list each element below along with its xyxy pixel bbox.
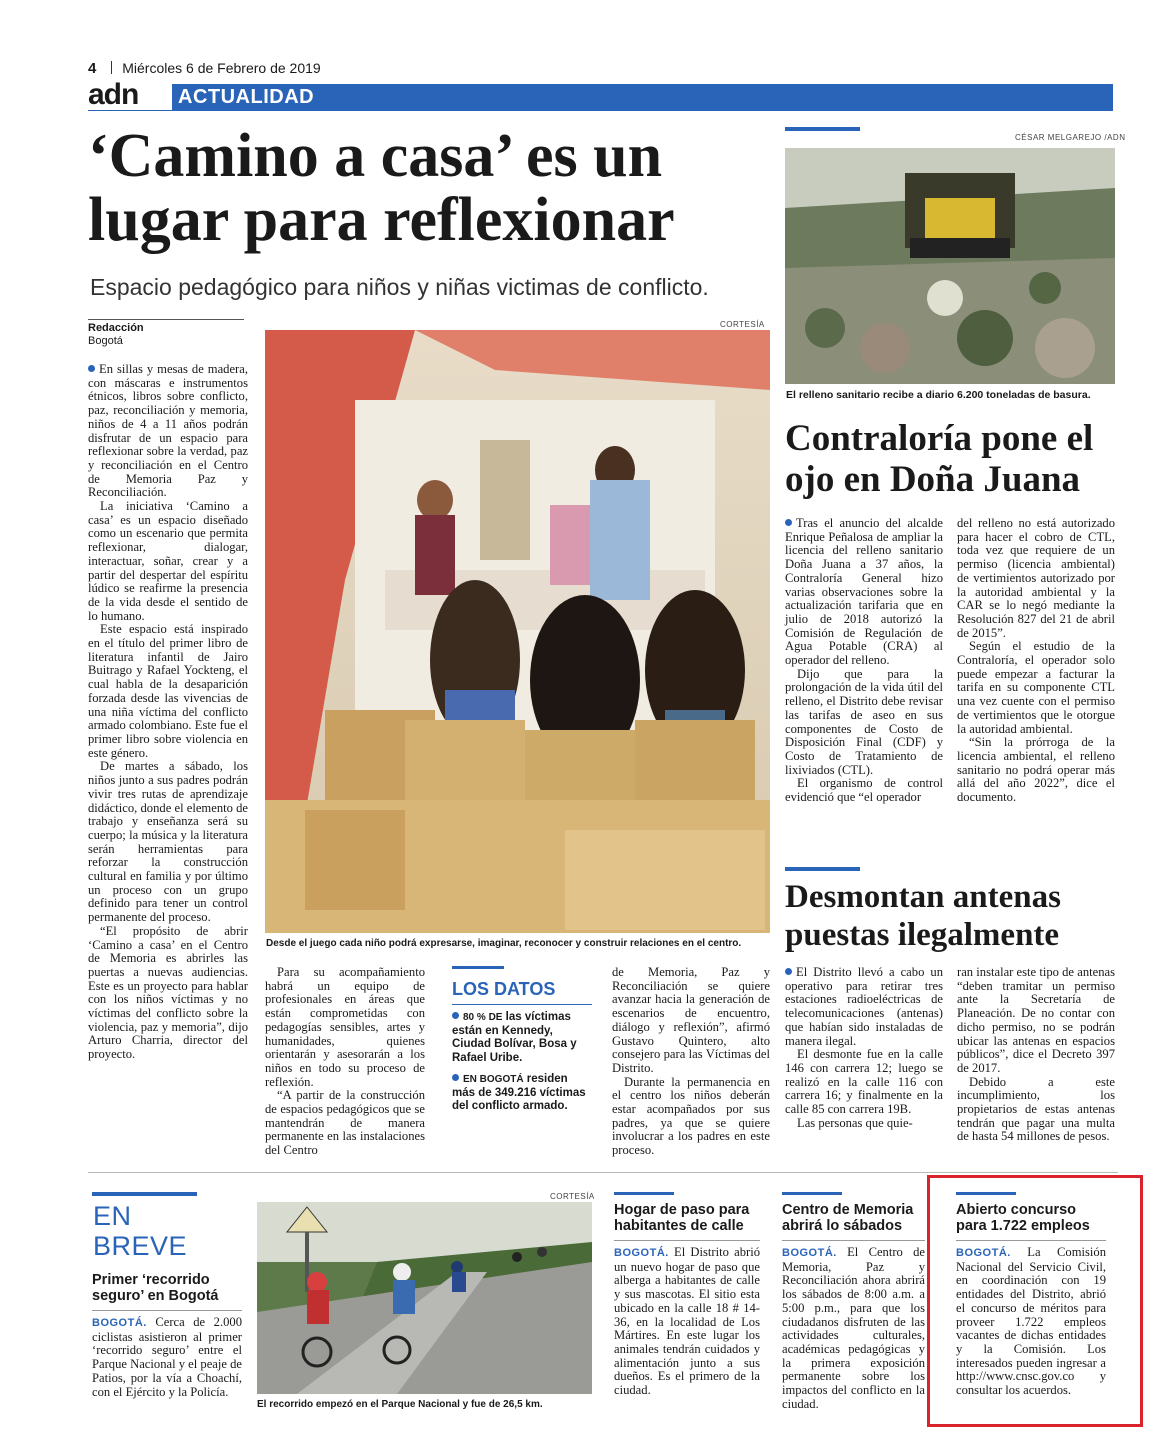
page-number: 4	[88, 60, 97, 77]
main-article-col3: de Memoria, Paz y Reconciliación se quiere avanzar hacia la generación de escenarios de encuentro, diálogo y reflexión”, afirmó Gustavo Quintero, alto consejero para las Víctimas del Distrito. Durante la permanencia en el centro los niños deberán estar acompañados por sus padres, ya que se quiere involucrar a los padres en este proceso.	[612, 965, 770, 1158]
classroom-photo-image	[265, 330, 770, 933]
datos-item-2: EN BOGOTÁ residen más de 349.216 víctimas del conflicto armado.	[452, 1073, 586, 1112]
main-headline: ‘Camino a casa’ es un lugar para reflexionar	[88, 122, 675, 254]
right-article-col1: Tras el anuncio del alcalde Enrique Peñalosa de ampliar la licencia del relleno sanitario Doña Juana a 37 años, la Contraloría General hizo varias observaciones sobre la actualización tarifaria que en julio de 2018 autorizó la Comisión de Regulación de Agua Potable (CRA) al operador del relleno. Dijo que para la prolongación de la vida útil del relleno, el Distrito debe revisar las tarifas de aseo en sus componentes de Costo de Disposición Final (CDF) y Costo de Tratamiento de lixiviados (CTL). El organismo de control evidenció que “el operador	[785, 516, 943, 805]
right-article-col2: del relleno no está autorizado para hacer el cobro de CTL, toda vez que requiere de un permiso (licencia ambiental) de vertimientos autorizado por la autoridad ambiental y la CAR se lo negó mediante la Resolución 827 del 21 de abril de 2015”. Según el estudio de la Contraloría, el operador solo puede empezar a facturar la tarifa en su componente CTL una vez cuente con el permiso de vertimientos que le otorgue la autoridad ambiental. “Sin la prórroga de la licencia ambiental, el relleno sanitario no podrá operar más allá del año 2022”, dice el documento.	[957, 516, 1115, 805]
cyclists-photo-caption: El recorrido empezó en el Parque Nacional y fue de 26,5 km.	[257, 1399, 543, 1410]
bullet-dot-icon	[88, 365, 95, 372]
bullet-dot-icon	[452, 1012, 459, 1019]
antenas-col2: ran instalar este tipo de antenas “deben tramitar un permiso ante la Secretaría de Planeación. De no contar con dicho permiso, no se podrán ubicar las antenas en espacios públicos”, dice el Decreto 397 de 2017. Debido a este incumplimiento, los propietarios de estas antenas tendrán que pagar una multa de hasta 54 millones de pesos.	[957, 965, 1115, 1144]
brief-location: BOGOTÁ.	[92, 1317, 147, 1329]
brief-location: BOGOTÁ.	[782, 1247, 837, 1259]
cyclists-photo-credit: CORTESÍA	[550, 1192, 595, 1201]
brief-location: BOGOTÁ.	[614, 1247, 669, 1259]
bullet-dot-icon	[452, 1074, 459, 1081]
antenas-col1: El Distrito llevó a cabo un operativo para retirar tres estaciones radioeléctricas de telecomunicaciones (antenas) que habían sido instaladas de manera ilegal. El desmonte fue en la calle 146 con carrera 12; luego se realizó en la calle 116 con carrera 16; y finalmente en la calle 85 con carrera 19B. Las personas que quie-	[785, 965, 943, 1130]
adn-logo: adn	[88, 78, 139, 111]
main-photo-caption: Desde el juego cada niño podrá expresarse, imaginar, reconocer y construir relaciones en el centro.	[266, 938, 742, 949]
right-photo-caption: El relleno sanitario recibe a diario 6.200 toneladas de basura.	[786, 389, 1091, 401]
main-photo	[265, 330, 770, 933]
landfill-photo	[785, 148, 1115, 384]
main-article-col2: Para su acompañamiento habrá un equipo de profesionales en áreas que están comprometidas con pedagogías sensibles, artes y humanidades, quienes orientarán y asesorarán a los niños en todo su proceso de reflexión. “A partir de la construcción de espacios pedagógicos que se mantendrán de manera permanente en las instalaciones del Centro	[265, 965, 425, 1158]
byline: Redacción Bogotá	[88, 322, 144, 347]
brief-4: Abierto concurso para 1.722 empleos BOGOTÁ. La Comisión Nacional del Servicio Civil, en coordinación con 19 entidades del Distrito, abrió el concurso de méritos para proveer 1.722 empleos vacantes de dichas entidades y la Comisión. Los interesados pueden ingresar a http://www.cnsc.gov.co y consultar los acuerdos.	[956, 1202, 1106, 1398]
brief-location: BOGOTÁ.	[956, 1247, 1011, 1259]
brief-title: Hogar de paso para habitantes de calle	[614, 1202, 750, 1234]
landfill-photo-image	[785, 148, 1115, 384]
bullet-dot-icon	[785, 968, 792, 975]
brief-title: Centro de Memoria abrirá lo sábados	[782, 1202, 914, 1234]
page-date: Miércoles 6 de Febrero de 2019	[122, 60, 321, 76]
main-photo-credit: CORTESÍA	[720, 320, 765, 329]
cyclists-photo-image	[257, 1202, 592, 1394]
bullet-dot-icon	[785, 519, 792, 526]
brief-title: Primer ‘recorrido seguro’ en Bogotá	[92, 1272, 219, 1304]
brief-title: Abierto concurso para 1.722 empleos	[956, 1202, 1090, 1234]
brief-3: Centro de Memoria abrirá lo sábados BOGOTÁ. El Centro de Memoria, Paz y Reconciliación ahora abrirá los sábados de 8:00 a.m. a 5:00 p.m., para que los ciudadanos disfruten de las actividades culturales, académicas pedagógicas y la primera exposición permanente sobre los impactos del conflicto en la ciudad.	[782, 1202, 925, 1411]
datos-item-1: 80 % DE las víctimas están en Kennedy, Ciudad Bolívar, Bosa y Rafael Uribe.	[452, 1011, 577, 1064]
en-breve-title: EN BREVE	[93, 1201, 188, 1261]
right-photo-credit: CÉSAR MELGAREJO /ADN	[1015, 133, 1126, 142]
section-label: ACTUALIDAD	[178, 86, 315, 108]
datos-box	[452, 966, 592, 1114]
antenas-headline: Desmontan antenas puestas ilegalmente	[785, 879, 1061, 953]
right-headline: Contraloría pone el ojo en Doña Juana	[785, 418, 1094, 500]
brief-2: Hogar de paso para habitantes de calle BOGOTÁ. El Distrito abrió un nuevo hogar de paso que alberga a habitantes de calle y sus mascotas. El sitio esta ubicado en la calle 18 # 14-36, en la localidad de Los Mártires. En este lugar los animales tendrán cuidados y alimentación junto a sus dueños. Es el primero de la ciudad.	[614, 1202, 760, 1398]
section-bar	[88, 78, 1113, 111]
section-label-box	[172, 84, 1113, 110]
datos-title: LOS DATOS	[452, 979, 556, 999]
main-article-col1: En sillas y mesas de madera, con máscaras e instrumentos étnicos, libros sobre conflicto, paz, reconciliación y memoria, niños de 4 a 11 años podrán disfrutar de un espacio para reflexionar sobre la verdad, paz y reconciliación en el Centro de Memoria Paz y Reconciliación. La iniciativa ‘Camino a casa’ es un espacio diseñado como un escenario que permita reflexionar, dialogar, interactuar, soñar, crear y a partir del despertar del espíritu lúdico se reafirme la presencia de la vida desde el sentido de lo humano. Este espacio está inspirado en el título del primer libro de literatura infantil de Jairo Buitrago y Rafael Yockteng, el cual habla de la desaparición forzada desde las vivencias de una niña víctima del conflicto armado colombiano. Este fue el primer libro sobre violencia en este género. De martes a sábado, los niños junto a sus padres podrán vivir tres rutas de aprendizaje didáctico, donde el elemento de trabajo y enseñanza será su cuerpo; la música y la literatura serán herramientas para reforzar la construcción cultural en familia y por último un proceso con un grupo definido para tener un control permanente del proceso. “El propósito de abrir ‘Camino a casa’ en el Centro de Memoria es abrirles las puertas a nuevas audiencias. Este es un proyecto para hablar con los niños víctimas y no víctimas del conflicto sobre la violencia, paz y memoria”, dijo Arturo Charria, director del proyecto.	[88, 362, 248, 1062]
main-subheadline: Espacio pedagógico para niños y niñas victimas de conflicto.	[90, 274, 709, 300]
page-header	[88, 60, 1113, 80]
brief-1: Primer ‘recorrido seguro’ en Bogotá BOGOTÁ. Cerca de 2.000 ciclistas asistieron al primer ‘recorrido seguro’ entre el Parque Nacional y el peaje de Patios, por la vía a Choachí, con el Ejército y la Policía.	[92, 1272, 243, 1399]
cyclists-photo	[257, 1202, 592, 1394]
